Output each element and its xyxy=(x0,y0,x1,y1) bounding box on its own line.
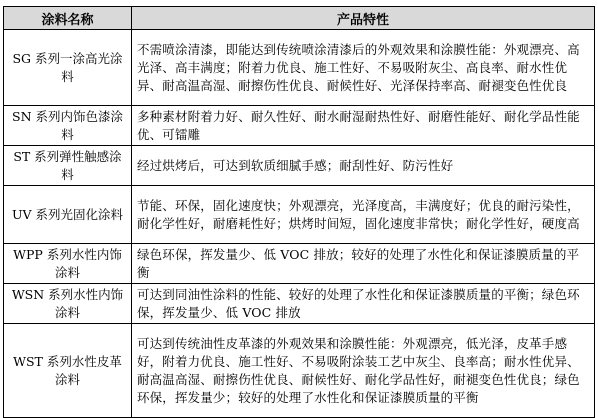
product-feature-cell: 绿色环保，挥发量少、低 VOC 排放；较好的处理了水性化和保证漆膜质量的平衡 xyxy=(132,244,595,284)
table-row xyxy=(4,244,595,284)
table-row xyxy=(4,30,595,106)
product-feature-cell: 可达到传统油性皮革漆的外观效果和涂膜性能：外观漂亮，低光泽，皮革手感好，附着力优良、施工性好、不易吸附涂装工艺中灰尘、良率高；耐水性优异、耐高温高湿、耐擦伤性优良、耐候性好、耐化学品性好，耐褪变色性优良；绿色环保，挥发量少；较好的处理了水性化和保证漆膜质量的平衡 xyxy=(132,324,595,418)
coating-name-cell: WST 系列水性皮革涂料 xyxy=(4,324,132,418)
product-features-table xyxy=(3,6,595,418)
table-row xyxy=(4,186,595,244)
product-feature-cell: 可达到同油性涂料的性能、较好的处理了水性化和保证漆膜质量的平衡；绿色环保，挥发量少、低 VOC 排放 xyxy=(132,284,595,324)
product-feature-cell: 经过烘烤后，可达到软质细腻手感；耐刮性好、防污性好 xyxy=(132,146,595,186)
coating-name-cell: WSN 系列水性内饰涂料 xyxy=(4,284,132,324)
table-row xyxy=(4,324,595,418)
coating-name-cell: UV 系列光固化涂料 xyxy=(4,186,132,244)
table-row xyxy=(4,284,595,324)
product-feature-cell: 节能、环保，固化速度快；外观漂亮，光泽度高，丰满度好；优良的耐污染性，耐化学性好，耐磨耗性好；烘烤时间短，固化速度非常快；耐化学性好，硬度高 xyxy=(132,186,595,244)
table-header xyxy=(4,7,595,30)
table-body xyxy=(4,30,595,418)
coating-name-cell: ST 系列弹性触感涂料 xyxy=(4,146,132,186)
header-row xyxy=(4,7,595,30)
table-row xyxy=(4,146,595,186)
coating-name-cell: SG 系列一涂高光涂料 xyxy=(4,30,132,106)
product-feature-cell: 多种素材附着力好、耐久性好、耐水耐湿耐热性好、耐磨性能好、耐化学品性能优、可镭雕 xyxy=(132,106,595,146)
table-row xyxy=(4,106,595,146)
coating-name-cell: SN 系列内饰色漆涂料 xyxy=(4,106,132,146)
header-product-features: 产品特性 xyxy=(132,7,595,30)
header-coating-name: 涂料名称 xyxy=(4,7,132,30)
coating-name-cell: WPP 系列水性内饰涂料 xyxy=(4,244,132,284)
product-table-container xyxy=(3,6,594,418)
product-feature-cell: 不需喷涂清漆，即能达到传统喷涂清漆后的外观效果和涂膜性能：外观漂亮、高光泽、高丰满度；附着力优良、施工性好、不易吸附灰尘、高良率、耐水性优异、耐高温高湿、耐擦伤性优良、耐候性好、光泽保持率高、耐褪变色性优良 xyxy=(132,30,595,106)
